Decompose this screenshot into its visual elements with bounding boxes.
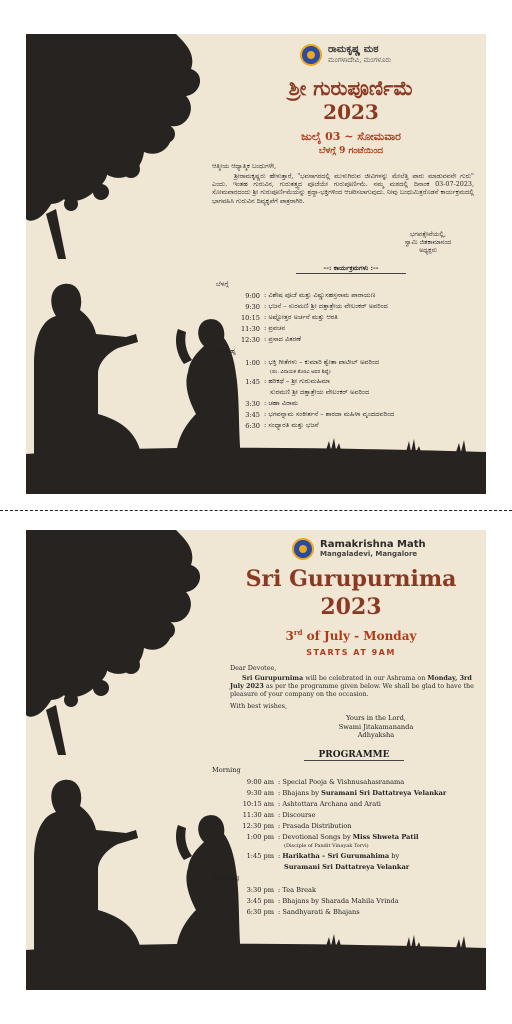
programme-row	[216, 409, 486, 420]
kannada-programme-list	[216, 278, 486, 431]
programme-time: 3:45	[245, 410, 260, 419]
english-time: STARTS AT 9AM	[306, 648, 396, 657]
english-year: 2023	[320, 594, 382, 620]
programme-desc	[264, 358, 486, 367]
programme-time: 10:15 am	[242, 799, 274, 808]
programme-row-continued	[212, 861, 486, 872]
kannada-poster	[26, 34, 486, 494]
programme-desc	[264, 291, 486, 300]
programme-desc-text: : Tea Break	[278, 885, 316, 894]
programme-row	[212, 776, 486, 787]
programme-desc	[278, 908, 486, 916]
english-evening-label: Evening	[212, 874, 240, 882]
programme-row	[212, 831, 486, 842]
math-emblem-icon	[292, 538, 314, 560]
programme-desc	[278, 852, 486, 860]
programme-desc	[278, 789, 486, 797]
kannada-org-sub: ಮಂಗಳಾದೇವಿ, ಮಂಗಳೂರು	[328, 55, 392, 64]
english-date-day: 3	[285, 629, 294, 643]
programme-desc-text: : ಭಜನೆ – ಸುರಮಣಿ ಶ್ರೀ ದತ್ತಾತ್ರೇಯ ವೇಲಂಕರ್ ಅವರಿಂದ	[264, 302, 388, 310]
english-date-rest: of July - Monday	[302, 629, 417, 643]
programme-note: (ಪಂ. ವಿನಾಯಕ ತೊರವಿ ಅವರ ಶಿಷ್ಯೆ)	[270, 369, 331, 375]
programme-row	[216, 323, 486, 334]
programme-row	[216, 357, 486, 368]
english-body-1: will be celebrated in our Ashrama on	[303, 674, 428, 682]
english-greeting: Dear Devotee,	[230, 664, 277, 672]
programme-desc-line2: Suramani Sri Dattatreya Velankar	[284, 862, 410, 871]
programme-row	[212, 809, 486, 820]
programme-desc	[264, 313, 486, 322]
programme-time: 9:30	[245, 302, 260, 311]
programme-desc	[278, 833, 486, 841]
programme-time: 1:45 pm	[246, 851, 274, 860]
english-sign-line-3: Adhyaksha	[357, 731, 395, 740]
programme-time: 9:00 am	[246, 777, 274, 786]
kannada-morning-label: ಬೆಳಗ್ಗೆ	[216, 279, 229, 288]
programme-row	[212, 820, 486, 831]
kannada-sign-line-1: ಭಗವತ್ಸೇವೆಯಲ್ಲಿ,	[410, 230, 446, 238]
programme-desc-text: : ಭಕ್ತಿ ಗೀತೆಗಳು – ಕುಮಾರಿ ಶ್ವೇತಾ ಪಾಟೀಲ್ ಅವರಿಂದ	[264, 358, 380, 366]
english-evening-items	[212, 884, 486, 917]
programme-time: 12:30 pm	[242, 821, 274, 830]
programme-time: 9:30 am	[246, 788, 274, 797]
programme-row	[216, 301, 486, 312]
programme-desc	[264, 335, 486, 344]
english-date-sup: rd	[293, 628, 303, 637]
english-sign-line-1: Yours in the Lord,	[346, 714, 406, 722]
english-title: Sri Gurupurnima	[245, 566, 457, 592]
programme-desc-text: : ಪ್ರವಚನ	[264, 324, 286, 332]
programme-desc-text: : Bhajans by	[278, 788, 322, 797]
kannada-morning-items	[216, 290, 486, 345]
programme-desc	[264, 377, 486, 386]
programme-desc-text: : ವಿಶೇಷ ಪೂಜೆ ಮತ್ತು ವಿಷ್ಣುಸಹಸ್ರನಾಮ ಪಾರಾಯಣ	[264, 291, 376, 299]
kannada-signature	[378, 230, 478, 255]
programme-desc-text: : ಭಗವನ್ನಾಮ ಸಂಕೀರ್ತನೆ – ಶಾರದಾ ಮಹಿಳಾ ವೃಂದದವರಿಂದ	[264, 410, 395, 418]
programme-desc-text: : Sandhyarati & Bhajans	[278, 907, 360, 916]
programme-desc-text: : ಹರಿಕಥೆ – ಶ್ರೀ ಗುರುಮಹಿಮಾ	[264, 377, 330, 385]
programme-desc	[264, 421, 486, 430]
programme-desc-after: by	[389, 851, 400, 860]
kannada-org-name: ರಾಮಕೃಷ್ಣ ಮಠ	[328, 44, 379, 56]
programme-row-note	[212, 842, 486, 850]
programme-desc-text: : ಪ್ರಸಾದ ವಿತರಣೆ	[264, 335, 302, 343]
kannada-evening-label: ಅಪರಾಹ್ನ	[216, 346, 236, 355]
kannada-title: ಶ್ರೀ ಗುರುಪೂರ್ಣಿಮೆ	[288, 76, 414, 100]
programme-row	[216, 334, 486, 345]
programme-desc	[278, 897, 486, 905]
programme-desc-text: : ಚಹಾ ವಿರಾಮ	[264, 399, 299, 407]
programme-row	[212, 895, 486, 906]
english-signature	[326, 714, 426, 740]
programme-time: 3:30 pm	[246, 885, 274, 894]
programme-row-note	[216, 368, 486, 376]
english-wishes: With best wishes,	[230, 702, 287, 710]
programme-desc	[264, 302, 486, 311]
programme-desc	[278, 886, 486, 894]
kannada-programme-heading: --: ಕಾರ್ಯಕ್ರಮಗಳು :--	[296, 264, 406, 274]
kannada-year: 2023	[323, 100, 379, 124]
programme-desc-bold: Miss Shweta Patil	[352, 832, 419, 841]
english-sign-line-2: Swami Jitakamananda	[338, 722, 414, 731]
programme-desc-bold: Suramani Sri Dattatreya Velankar	[321, 788, 447, 797]
english-org-sub: Mangaladevi, Mangalore	[320, 550, 418, 559]
kannada-time: ಬೆಳಗ್ಗೆ 9 ಗಂಟೆಯಿಂದ	[318, 146, 384, 156]
programme-time: 12:30	[240, 335, 260, 344]
english-poster	[26, 530, 486, 990]
programme-time: 1:00	[245, 358, 260, 367]
programme-desc-text: : Ashtottara Archana and Arati	[278, 799, 381, 808]
english-body-2: as per the programme given below. We shall be glad to have the pleasure of your company on the occasion.	[230, 682, 474, 699]
programme-desc	[264, 399, 486, 408]
programme-row	[212, 787, 486, 798]
english-date	[216, 628, 486, 643]
kannada-sign-line-2: ಸ್ವಾಮಿ ಜಿತಕಾಮಾನಂದ	[404, 238, 452, 247]
programme-note: (Disciple of Pandit Vinayak Torvi)	[284, 843, 369, 849]
english-org-name: Ramakrishna Math	[320, 538, 426, 550]
programme-desc-bold: Harikatha – Sri Gurumahima	[282, 851, 390, 860]
programme-desc	[278, 800, 486, 808]
programme-time: 10:15	[240, 313, 260, 322]
math-emblem-icon	[300, 44, 322, 66]
programme-time: 1:00 pm	[246, 832, 274, 841]
programme-row	[212, 850, 486, 861]
programme-row	[216, 420, 486, 431]
programme-row	[212, 798, 486, 809]
programme-time: 6:30	[245, 421, 260, 430]
programme-row	[216, 312, 486, 323]
kannada-evening-items	[216, 357, 486, 431]
programme-desc	[264, 324, 486, 333]
kannada-body: ಶ್ರೀರಾಮಕೃಷ್ಣರು ಹೇಳುತ್ತಾರೆ, "ಭವಸಾಗರದಲ್ಲಿ ಮುಳುಗಿರುವ ಜೀವಿಗಳನ್ನು ಮೇಲೆತ್ತಿ ಪಾರು ಮಾಡುವವನೇ ಗುರು" ಎಂದು. ಇಂತಹ ಗುರುವಿನ, ಗುರುತತ್ತ್ವದ ಪೂಜೆಯೇ ಗುರುಪೂರ್ಣಿಮೆ. ನಮ್ಮ ಮಠದಲ್ಲಿ ದಿನಾಂಕ 03-07-2023, ಸೋಮವಾರದಂದು ಶ್ರೀ ಗುರುಪೂರ್ಣಿಮೆಯನ್ನು ಶ್ರದ್ಧಾ-ಭಕ್ತಿಗಳಿಂದ ಆಚರಿಸಲಾಗುವುದು. ನೀವು ಬಂಧುಮಿತ್ರರೊಡನೆ ಕಾರ್ಯಕ್ರಮದಲ್ಲಿ ಭಾಗವಹಿಸಿ ಗುರುವಿನ ದಿವ್ಯಕೃಪೆಗೆ ಪಾತ್ರರಾಗಿರಿ.	[212, 172, 474, 205]
kannada-sign-line-3: ಅಧ್ಯಕ್ಷರು	[418, 246, 438, 255]
programme-row	[216, 290, 486, 301]
programme-time: 3:30	[245, 399, 260, 408]
programme-row	[216, 376, 486, 387]
english-body-bold-2: Monday, 3rd July 2023	[230, 674, 472, 691]
english-body	[230, 674, 480, 699]
programme-desc-text: : Special Pooja & Vishnusahasranama	[278, 777, 405, 786]
english-body-bold-1: Sri Gurupurnima	[242, 674, 304, 682]
programme-row	[212, 884, 486, 895]
english-programme-heading: PROGRAMME	[304, 750, 404, 761]
programme-desc-line2: ಸುರಮಣಿ ಶ್ರೀ ದತ್ತಾತ್ರೇಯ ವೇಲಂಕರ್ ಅವರಿಂದ	[270, 388, 370, 396]
programme-desc-text: : Discourse	[278, 810, 316, 819]
english-programme-list	[212, 764, 486, 917]
programme-desc-text: : ಅಷ್ಟೋತ್ತರ ಅರ್ಚನೆ ಮತ್ತು ಆರತಿ	[264, 313, 338, 321]
english-morning-label: Morning	[212, 766, 241, 774]
programme-desc-text: : Prasada Distribution	[278, 821, 352, 830]
programme-desc	[278, 811, 486, 819]
programme-desc-text: : ಸಂಧ್ಯಾರತಿ ಮತ್ತು ಭಜನೆ	[264, 421, 319, 429]
programme-desc	[278, 822, 486, 830]
dashed-divider	[0, 510, 512, 511]
programme-time: 11:30 am	[242, 810, 274, 819]
programme-time: 1:45	[245, 377, 260, 386]
kannada-greeting: ಆತ್ಮೀಯ ಆಧ್ಯಾತ್ಮಿಕ ಬಂಧುಗಳೇ,	[212, 162, 277, 170]
programme-time: 9:00	[245, 291, 260, 300]
programme-row-continued	[216, 387, 486, 398]
english-morning-items	[212, 776, 486, 872]
programme-row	[212, 906, 486, 917]
programme-time: 11:30	[240, 324, 260, 333]
programme-row	[216, 398, 486, 409]
programme-desc-text: : Devotional Songs by	[278, 832, 353, 841]
kannada-header-logo-block	[300, 44, 391, 66]
programme-desc-text: :	[278, 851, 283, 860]
english-header-logo-block	[292, 538, 426, 560]
programme-desc	[278, 778, 486, 786]
programme-time: 3:45 pm	[246, 896, 274, 905]
programme-desc-text: : Bhajans by Sharada Mahila Vrinda	[278, 896, 399, 905]
programme-desc	[264, 410, 486, 419]
programme-time: 6:30 pm	[246, 907, 274, 916]
kannada-date: ಜುಲೈ 03 ~ ಸೋಮವಾರ	[300, 130, 401, 143]
